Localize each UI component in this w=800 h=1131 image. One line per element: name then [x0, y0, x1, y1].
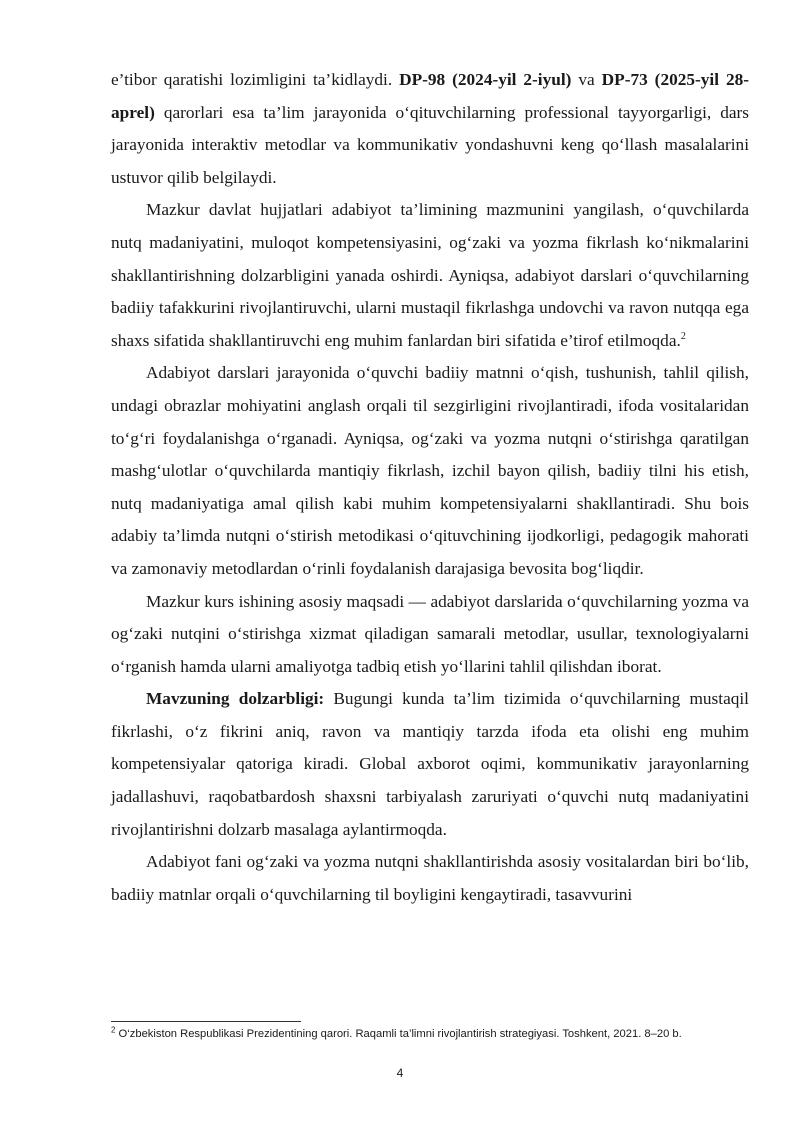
footnote-text: O‘zbekiston Respublikasi Prezidentining qarori. Raqamli ta’limni rivojlantirish strategiyasi. Toshkent, 2021. 8–20 b.	[115, 1028, 682, 1040]
paragraph-5	[111, 683, 749, 846]
decree-dp-73: DP-73 (2025-yil 28-aprel)	[111, 70, 749, 122]
paragraph-1-text-a: e’tibor qaratishi lozimligini ta’kidlaydi.	[111, 70, 400, 89]
paragraph-5-text: Bugungi kunda ta’lim tizimida o‘quvchilarning mustaqil fikrlashi, o‘z fikrini aniq, ravon va mantiqiy tarzda ifoda eta olishi eng muhim kompetensiyalar qatoriga kiradi. Global axborot oqimi, kommunikativ jarayonlarning jadallashuvi, raqobatbardosh shaxsni tarbiyalash zaruriyati o‘quvchi nutq madaniyatini rivojlantirishni dolzarb masalaga aylantirmoqda.	[111, 689, 749, 839]
paragraph-6: Adabiyot fani og‘zaki va yozma nutqni shakllantirishda asosiy vositalardan biri bo‘lib, badiiy matnlar orqali o‘quvchilarning til boyligini kengaytiradi, tasavvurini	[111, 852, 749, 904]
body-text	[111, 64, 749, 911]
paragraph-3: Adabiyot darslari jarayonida o‘quvchi badiiy matnni o‘qish, tushunish, tahlil qilish, undagi obrazlar mohiyatini anglash orqali til sezgirligini rivojlantiradi, ifoda vositalaridan to‘g‘ri foydalanishga o‘rganadi. Ayniqsa, og‘zaki va yozma nutqni o‘stirishga qaratilgan mashg‘ulotlar o‘quvchilarda mantiqiy fikrlash, izchil bayon qilish, badiiy tilni his etish, nutq madaniyatiga amal qilish kabi muhim kompetensiyalarni shakllantiradi. Shu bois adabiy ta’limda nutqni o‘stirish metodikasi o‘qituvchining ijodkorligi, pedagogik mahorati va zamonaviy metodlardan o‘rinli foydalanish darajasiga bevosita bog‘liqdir.	[111, 363, 749, 578]
paragraph-4: Mazkur kurs ishining asosiy maqsadi — adabiyot darslarida o‘quvchilarning yozma va og‘zaki nutqini o‘stirishga xizmat qiladigan samarali metodlar, usullar, texnologiyalarni o‘rganish hamda ularni amaliyotga tadbiq etish yo‘llarini tahlil qilishdan iborat.	[111, 591, 749, 676]
footnote-reference[interactable]: 2	[680, 330, 686, 342]
page-number: 4	[396, 1066, 404, 1080]
paragraph-2	[111, 194, 749, 357]
footnote-number: 2	[111, 1025, 116, 1035]
decree-dp-98: DP-98 (2024-yil 2-iyul)	[399, 70, 572, 89]
paragraph-1-text-d: qarorlari esa ta’lim jarayonida o‘qituvchilarning professional tayyorgarligi, dars jarayonida interaktiv metodlar va kommunikativ yondashuvni keng qo‘llash masalalarini ustuvor qilib belgilaydi.	[111, 102, 749, 187]
paragraph-1-text-c: va	[571, 70, 602, 89]
footnote-divider	[111, 1021, 301, 1022]
paragraph-1	[111, 64, 749, 194]
footnote	[111, 1026, 761, 1042]
relevance-heading: Mavzuning dolzarbligi:	[146, 689, 325, 709]
paragraph-2-text: Mazkur davlat hujjatlari adabiyot ta’limining mazmunini yangilash, o‘quvchilarda nutq madaniyatini, muloqot kompetensiyasini, og‘zaki va yozma fikrlash ko‘nikmalarini shakllantirishning dolzarbligini yanada oshirdi. Ayniqsa, adabiyot darslari o‘quvchilarning badiiy tafakkurini rivojlantiruvchi, ularni mustaqil fikrlashga undovchi va ravon nutqqa ega shaxs sifatida shakllantiruvchi eng muhim fanlardan biri sifatida e’tirof etilmoqda.	[111, 200, 749, 350]
